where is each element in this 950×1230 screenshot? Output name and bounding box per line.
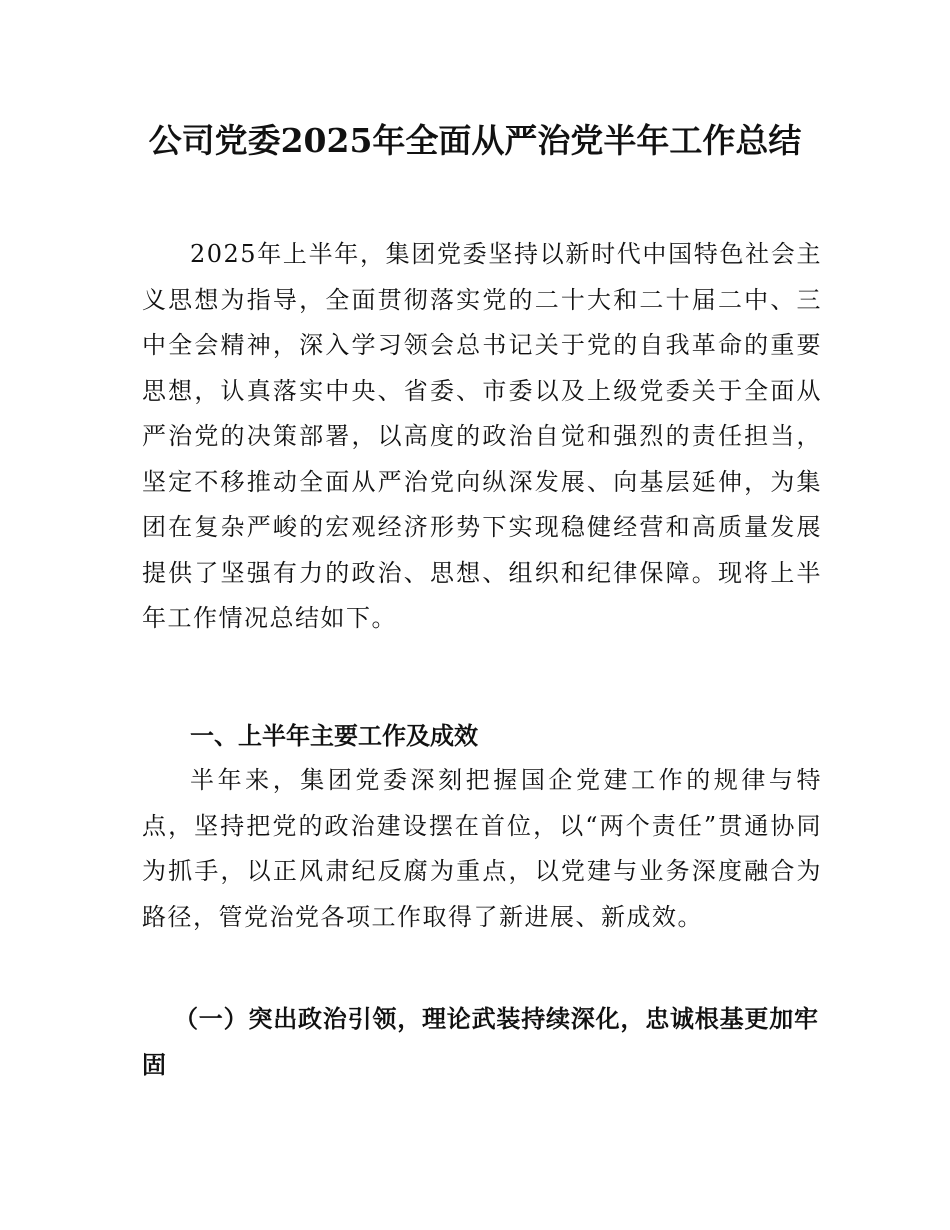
subsection-heading-1: （一）突出政治引领，理论武装持续深化，忠诚根基更加牢固 [142,1005,819,1079]
document-title: 公司党委2025年全面从严治党半年工作总结 [148,121,802,160]
intro-paragraph: 2025年上半年，集团党委坚持以新时代中国特色社会主义思想为指导，全面贯彻落实党的二十大和二十届二中、三中全会精神，深入学习领会总书记关于党的自我革命的重要思想，认真落实中央、省委、市委以及上级党委关于全面从严治党的决策部署，以高度的政治自觉和强烈的责任担当，坚定不移推动全面从严治党向纵深发展、向基层延伸，为集团在复杂严峻的宏观经济形势下实现稳健经营和高质量发展提供了坚强有力的政治、思想、组织和纪律保障。现将上半年工作情况总结如下。 [142,240,822,632]
section-1-paragraph: 半年来，集团党委深刻把握国企党建工作的规律与特点，坚持把党的政治建设摆在首位，以“两个责任”贯通协同为抓手，以正风肃纪反腐为重点，以党建与业务深度融合为路径，管党治党各项工作取得了新进展、新成效。 [142,766,822,931]
section-heading-1: 一、上半年主要工作及成效 [190,722,478,750]
